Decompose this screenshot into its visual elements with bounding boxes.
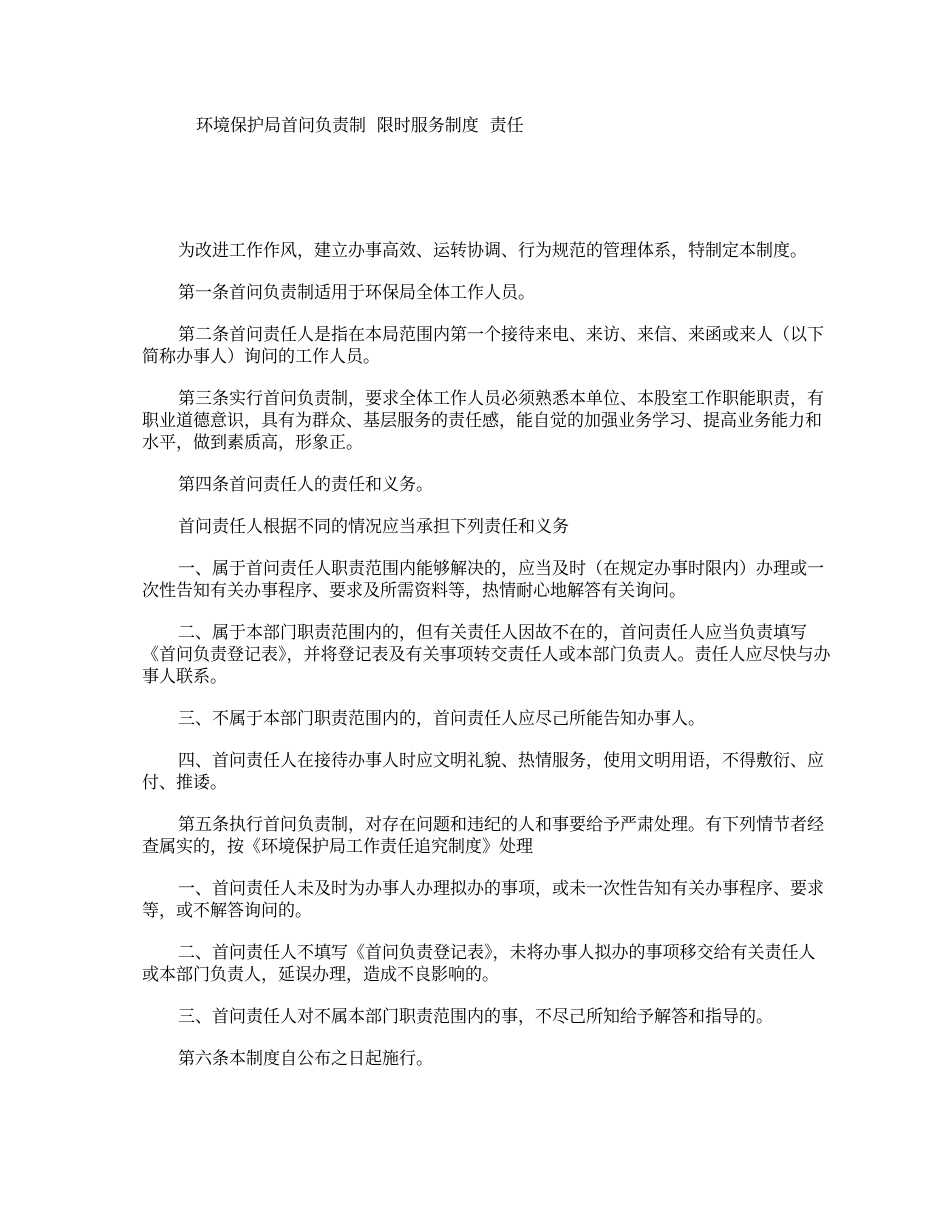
article-5-item-1: 一、首问责任人未及时为办事人办理拟办的事项，或未一次性告知有关办事程序、要求等，或不解答询问的。 — [142, 879, 824, 921]
article-4-item-2: 二、属于本部门职责范围内的，但有关责任人因故不在的，首问责任人应当负责填写《首问负责登记表》，并将登记表及有关事项转交责任人或本部门负责人。责任人应尽快与办事人联系。 — [142, 623, 831, 687]
article-2-paragraph: 第二条首问责任人是指在本局范围内第一个接待来电、来访、来信、来函或来人（以下简称办事人）询问的工作人员。 — [142, 325, 824, 367]
article-4-item-1: 一、属于首问责任人职责范围内能够解决的，应当及时（在规定办事时限内）办理或一次性告知有关办事程序、要求及所需资料等，热情耐心地解答有关询问。 — [142, 559, 824, 601]
article-4-item-4: 四、首问责任人在接待办事人时应文明礼貌、热情服务，使用文明用语，不得敷衍、应付、推诿。 — [142, 751, 824, 793]
article-5-item-2: 二、首问责任人不填写《首问负责登记表》，未将办事人拟办的事项移交给有关责任人或本部门负责人，延误办理，造成不良影响的。 — [142, 943, 816, 985]
article-4-item-3: 三、不属于本部门职责范围内的，首问责任人应尽己所能告知办事人。 — [178, 709, 705, 729]
intro-paragraph: 为改进工作作风，建立办事高效、运转协调、行为规范的管理体系，特制定本制度。 — [178, 241, 807, 261]
article-6-paragraph: 第六条本制度自公布之日起施行。 — [178, 1049, 433, 1069]
article-5-item-3: 三、首问责任人对不属本部门职责范围内的事，不尽己所知给予解答和指导的。 — [178, 1007, 773, 1027]
article-5-paragraph: 第五条执行首问负责制，对存在问题和违纪的人和事要给予严肃处理。有下列情节者经查属实的，按《环境保护局工作责任追究制度》处理 — [142, 815, 824, 857]
article-3-paragraph: 第三条实行首问负责制，要求全体工作人员必须熟悉本单位、本股室工作职能职责，有职业道德意识，具有为群众、基层服务的责任感，能自觉的加强业务学习、提高业务能力和水平，做到素质高，形象正。 — [142, 389, 824, 453]
article-1-paragraph: 第一条首问负责制适用于环保局全体工作人员。 — [178, 283, 535, 303]
article-4-paragraph: 第四条首问责任人的责任和义务。 — [178, 475, 433, 495]
article-4-intro-paragraph: 首问责任人根据不同的情况应当承担下列责任和义务 — [178, 517, 569, 537]
document-body — [142, 240, 832, 1090]
document-title: 环境保护局首问负责制 限时服务制度 责任 — [196, 116, 524, 136]
